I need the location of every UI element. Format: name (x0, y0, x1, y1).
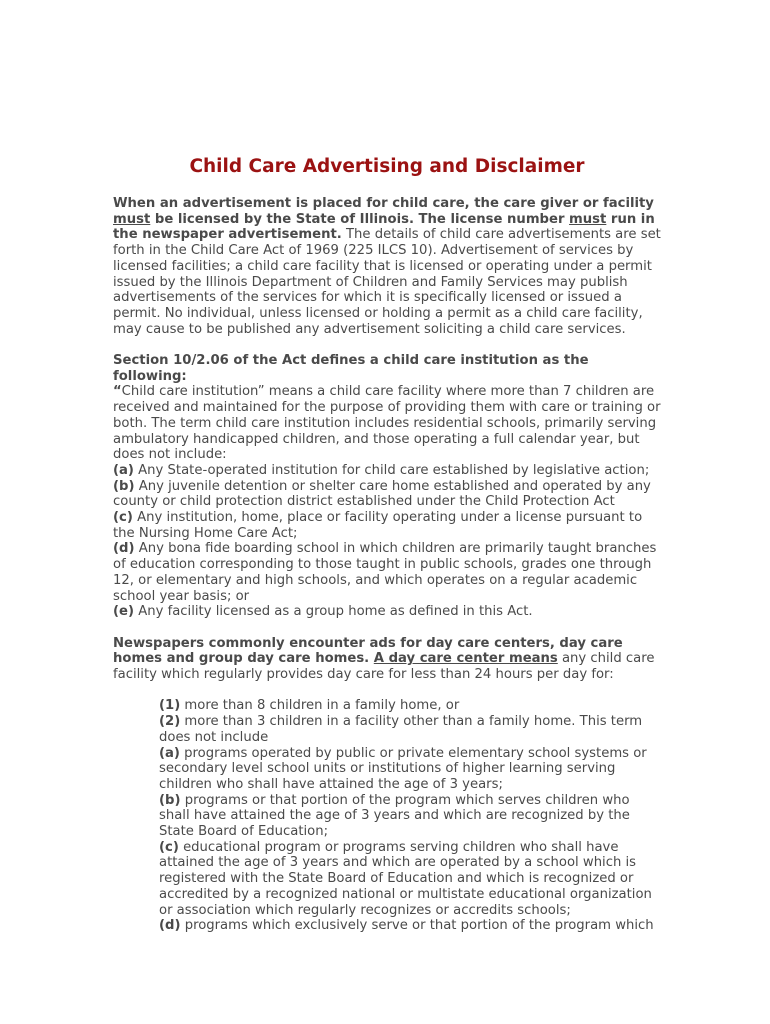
item-text: Any facility licensed as a group home as defined in this Act. (134, 604, 533, 620)
day-care-item-a (159, 746, 661, 793)
item-label: (a) (113, 462, 134, 478)
item-label: (c) (159, 839, 179, 855)
section-paragraph (113, 353, 661, 620)
day-care-list (159, 698, 661, 934)
item-label: (e) (113, 604, 134, 620)
exclusion-item-a (113, 463, 661, 479)
item-label: (1) (159, 698, 181, 714)
section-heading: Section 10/2.06 of the Act defines a child care institution as the following: (113, 353, 589, 384)
item-text: educational program or programs serving children who shall have attained the age of 3 years and which are operated by a school which is registered with the State Board of Education and which is recognized or accredited by a recognized national or multistate educational organization or association which regularly recognizes or accredits schools; (159, 839, 652, 918)
intro-bold-3: run in the newspaper advertisement. (113, 211, 655, 243)
must-emphasis-1: must (113, 211, 151, 227)
must-emphasis-2: must (569, 211, 607, 227)
item-text: programs which exclusively serve or that portion of the program which (180, 918, 654, 934)
day-care-item-c (159, 840, 661, 919)
newspapers-bold: Newspapers commonly encounter ads for day care centers, day care homes and group day care homes. (113, 635, 623, 667)
day-care-item-2 (159, 714, 661, 745)
section-text: Child care institution” means a child care facility where more than 7 children are received and maintained for the purpose of providing them with care or training or both. The term child care institution includes residential schools, primarily serving ambulatory handicapped children, and those operating a full calendar year, but does not include: (113, 384, 661, 463)
page-title: Child Care Advertising and Disclaimer (189, 156, 585, 177)
exclusion-item-c (113, 510, 661, 541)
item-text: more than 3 children in a facility other than a family home. This term does not include (159, 714, 643, 745)
item-label: (a) (159, 745, 180, 761)
item-text: Any State-operated institution for child care established by legislative action; (133, 462, 650, 478)
exclusion-item-b (113, 479, 661, 510)
item-text: programs or that portion of the program which serves children who shall have attained the age of 3 years and which are recognized by the State Board of Education; (159, 792, 630, 840)
day-care-item-1 (159, 698, 661, 714)
item-label: (b) (159, 792, 181, 808)
item-text: Any juvenile detention or shelter care home established and operated by any county or child protection district established under the Child Protection Act (113, 478, 651, 510)
intro-text: The details of child care advertisements are set forth in the Child Care Act of 1969 (225 ILCS 10). Advertisement of services by licensed facilities; a child care facility that is licensed or operating under a permit issued by the Illinois Department of Children and Family Services may publish advertisements of the services for which it is specifically licensed or issued a permit. No individual, unless licensed or holding a permit as a child care facility, may cause to be published any advertisement soliciting a child care services. (113, 227, 661, 337)
exclusion-item-d (113, 541, 661, 604)
intro-bold-1: When an advertisement is placed for child care, the care giver or facility (113, 196, 654, 211)
item-label: (2) (159, 714, 181, 730)
day-care-item-b (159, 793, 661, 840)
exclusion-item-e (113, 604, 661, 620)
item-text: Any bona fide boarding school in which children are primarily taught branches of education corresponding to those taught in public schools, grades one through 12, or elementary and high schools, and which operates on a regular academic school year basis; or (113, 541, 657, 604)
item-label: (b) (113, 478, 135, 494)
intro-bold-2: be licensed by the State of Illinois. The license number (150, 211, 570, 227)
open-quote: “ (113, 384, 122, 400)
day-care-item-d (159, 918, 661, 934)
intro-paragraph (113, 196, 661, 337)
item-text: Any institution, home, place or facility operating under a license pursuant to the Nursing Home Care Act; (113, 510, 643, 541)
newspapers-text: any child care facility which regularly provides day care for less than 24 hours per day for: (113, 651, 655, 683)
newspapers-paragraph (113, 636, 661, 683)
item-text: more than 8 children in a family home, or (180, 698, 460, 714)
item-text: programs operated by public or private elementary school systems or secondary level school units or institutions of higher learning serving children who shall have attained the age of 3 years; (159, 745, 647, 792)
document-page (113, 155, 661, 934)
item-label: (d) (159, 918, 181, 934)
item-label: (c) (113, 510, 133, 526)
day-care-center-definition: A day care center means (373, 651, 558, 667)
item-label: (d) (113, 541, 135, 557)
